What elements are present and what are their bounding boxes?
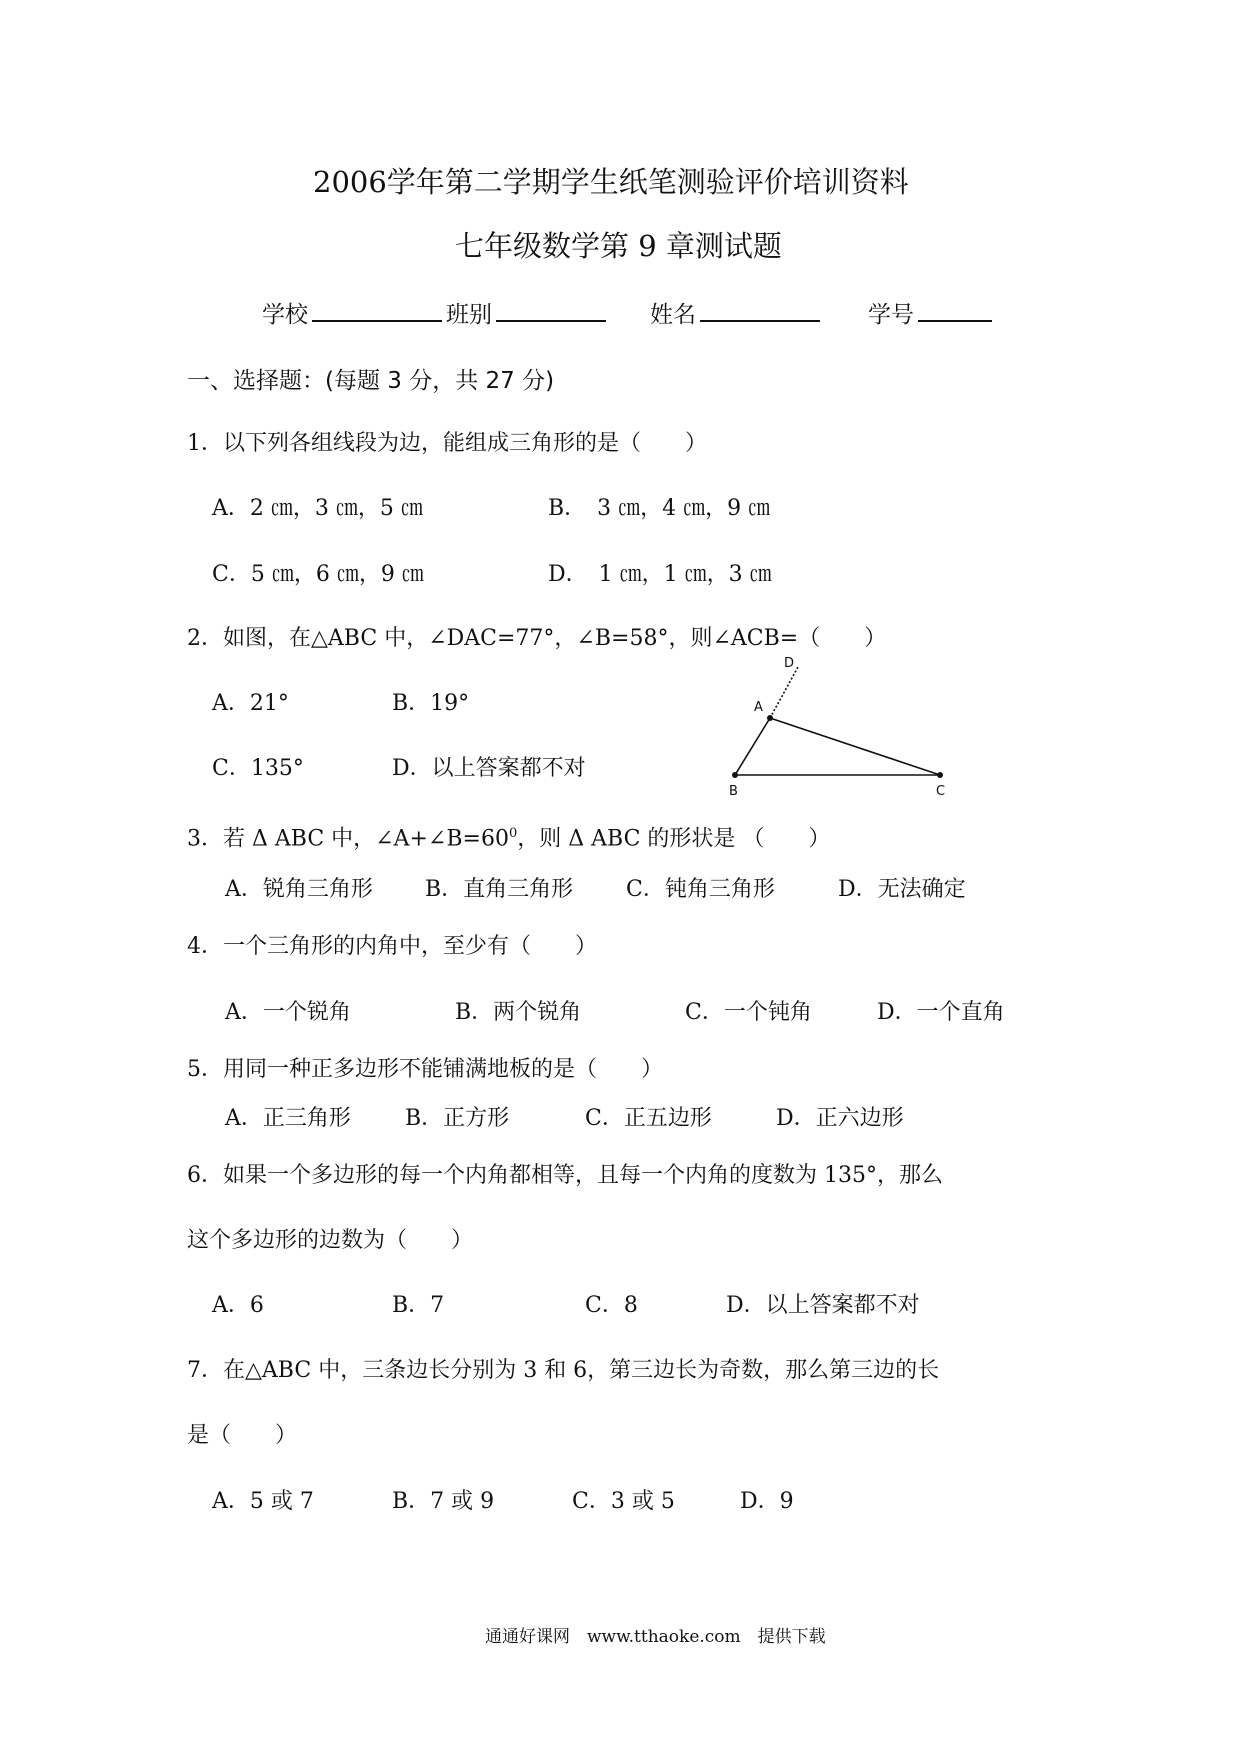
q6-option-c: C．8 [585,1293,638,1318]
q4-option-c: C．一个钝角 [685,1000,812,1025]
q3-option-c: C．钝角三角形 [626,877,775,902]
q1-option-d: D． 1 ㎝，1 ㎝，3 ㎝ [548,562,772,587]
student-number-blank[interactable] [918,298,992,322]
footer-credit: 通通好课网 www.tthaoke.com 提供下载 [485,1627,826,1647]
extension-ad [770,667,798,718]
label-b: B [729,784,738,799]
question-6-stem-line1: 6．如果一个多边形的每一个内角都相等，且每一个内角的度数为 135°，那么 [187,1163,943,1188]
page-title: 2006学年第二学期学生纸笔测验评价培训资料 [313,165,909,199]
q2-option-d: D．以上答案都不对 [392,756,586,781]
name-blank[interactable] [700,298,820,322]
question-2-stem: 2．如图，在△ABC 中，∠DAC=77°，∠B=58°，则∠ACB=（ ） [187,626,887,651]
triangle-figure [720,655,960,805]
question-7-stem-line1: 7．在△ABC 中，三条边长分别为 3 和 6，第三边长为奇数，那么第三边的长 [187,1358,940,1383]
q1-option-c: C．5 ㎝，6 ㎝，9 ㎝ [212,562,424,587]
q5-option-b: B．正方形 [405,1106,510,1131]
q4-option-b: B．两个锐角 [455,1000,582,1025]
point-a [767,715,773,721]
question-4-stem: 4．一个三角形的内角中，至少有（ ） [187,934,597,959]
label-d: D [784,656,795,671]
q3-option-d: D．无法确定 [838,877,966,902]
question-1-stem: 1．以下列各组线段为边，能组成三角形的是（ ） [187,431,707,456]
name-label: 姓名 [650,302,696,328]
segment-ba [735,718,770,775]
q3-degree-superscript: 0 [508,826,518,841]
question-7-stem-line2: 是（ ） [187,1423,298,1448]
question-6-stem-line2: 这个多边形的边数为（ ） [187,1228,474,1253]
q4-option-a: A．一个锐角 [225,1000,351,1025]
q3-option-a: A．锐角三角形 [225,877,373,902]
point-b [732,772,738,778]
question-5-stem: 5．用同一种正多边形不能铺满地板的是（ ） [187,1057,663,1082]
section-heading: 一、选择题：(每题 3 分，共 27 分) [187,368,555,394]
q3-option-b: B．直角三角形 [425,877,574,902]
q7-option-c: C．3 或 5 [572,1489,675,1514]
q4-option-d: D．一个直角 [877,1000,1005,1025]
q2-option-a: A．21° [212,691,289,716]
q7-option-a: A．5 或 7 [212,1489,314,1514]
page-subtitle: 七年级数学第 9 章测试题 [455,229,782,263]
q6-option-b: B．7 [392,1293,445,1318]
q7-option-b: B．7 或 9 [392,1489,495,1514]
info-fields [262,298,996,330]
label-c: C [936,784,946,799]
q6-option-a: A．6 [212,1293,264,1318]
point-c [937,772,943,778]
q2-option-c: C．135° [212,756,304,781]
q7-option-d: D．9 [740,1489,794,1514]
class-blank[interactable] [496,298,606,322]
q1-option-a: A．2 ㎝，3 ㎝，5 ㎝ [212,496,423,521]
q5-option-d: D．正六边形 [776,1106,904,1131]
segment-ac [770,718,940,775]
q1-option-b: B． 3 ㎝，4 ㎝，9 ㎝ [548,496,771,521]
q5-option-a: A．正三角形 [225,1106,351,1131]
school-blank[interactable] [312,298,442,322]
question-3-stem [187,819,830,854]
class-label: 班别 [446,302,492,328]
student-number-label: 学号 [868,302,914,328]
q6-option-d: D．以上答案都不对 [726,1293,920,1318]
q5-option-c: C．正五边形 [585,1106,712,1131]
q2-option-b: B．19° [392,691,470,716]
school-label: 学校 [262,302,308,328]
label-a: A [754,700,763,715]
q3-stem-pre: 3．若 Δ ABC 中，∠A+∠B=60 [187,826,509,852]
q3-stem-post: ，则 Δ ABC 的形状是 （ ） [517,826,831,852]
